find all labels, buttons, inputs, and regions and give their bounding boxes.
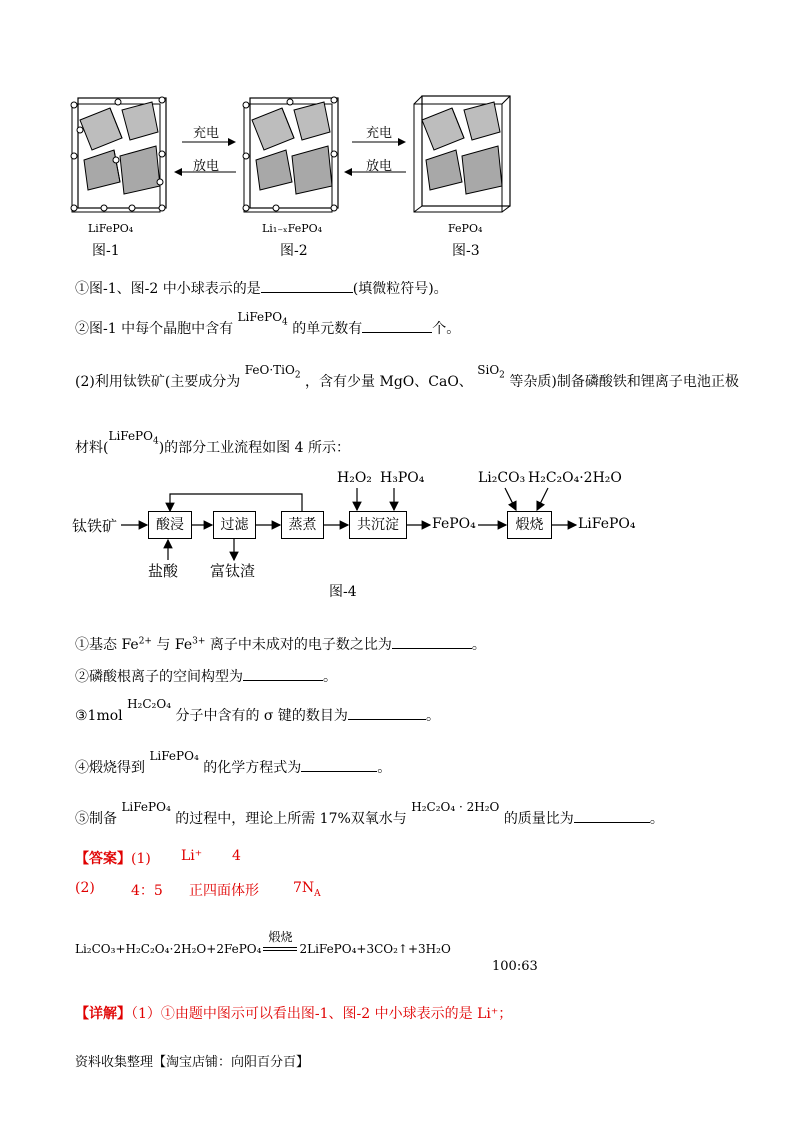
q1-item1 — [75, 278, 448, 298]
flow-product-fepo4: FePO₄ — [432, 516, 476, 532]
q3-item3-a: ③1mol — [75, 708, 123, 724]
detail-line — [75, 1003, 512, 1023]
flow-start-label: 钛铁矿 — [72, 517, 118, 535]
q3-item4-formula: LiFePO₄ — [149, 749, 199, 763]
q3-item5-a: ⑤制备 — [75, 811, 117, 827]
fig2-label: 图-2 — [280, 243, 308, 259]
fig3-formula: FePO₄ — [448, 222, 483, 235]
q3-item1-b: 与 Fe — [156, 637, 193, 653]
flow-reagent-h2o2: H₂O₂ — [337, 470, 372, 486]
q3-item3-formula: H₂C₂O₄ — [127, 697, 172, 711]
flow-box-steam: 蒸煮 — [281, 511, 324, 539]
q3-item2 — [75, 666, 337, 686]
q1-item1-text: ①图-1、图-2 中小球表示的是 — [75, 281, 261, 297]
detail-tag: 【详解】 — [75, 1006, 131, 1022]
q1-item2-tail: 个。 — [432, 321, 461, 337]
q3-item1-a: ①基态 Fe — [75, 637, 139, 653]
flow-product-lifepo4: LiFePO₄ — [578, 516, 636, 532]
q2-formula-lifepo4: LiFePO$_4$ — [108, 429, 159, 447]
answer-part1-label: (1) — [131, 851, 151, 867]
q3-item1-blank — [392, 634, 472, 649]
q2-intro-text-d1: 材料( — [75, 440, 109, 456]
q3-item5-formula2: H₂C₂O₄ · 2H₂O — [411, 800, 500, 814]
q3-item1 — [75, 634, 486, 654]
fig2-formula: Li₁₋ₓFePO₄ — [262, 222, 323, 235]
crystal-figures — [60, 90, 530, 220]
flow-box-calcine: 煅烧 — [507, 511, 552, 539]
q3-item3-blank — [348, 705, 426, 720]
answer-line1 — [75, 848, 151, 868]
equation-condition — [263, 928, 297, 951]
answer-equation — [75, 928, 451, 956]
flow-box-filter: 过滤 — [213, 511, 256, 539]
q3-item1-c: 离子中未成对的电子数之比为 — [209, 637, 392, 653]
flow-input-acid: 盐酸 — [148, 562, 179, 580]
arrow1-charge-label: 充电 — [193, 126, 220, 141]
q1-item2-pre: ②图-1 中每个晶胞中含有 — [75, 321, 234, 337]
flow-reagent-h3po4: H₃PO₄ — [380, 470, 425, 486]
q3-item2-text: ②磷酸根离子的空间构型为 — [75, 669, 243, 685]
q3-item5-blank — [574, 808, 650, 823]
q2-formula-feotio2: FeO·TiO$_2$ — [244, 363, 301, 381]
answer-a3: 4：5 — [131, 883, 163, 899]
flow-reagent-oxalic: H₂C₂O₄·2H₂O — [528, 470, 622, 486]
answer-a2: 4 — [232, 848, 241, 864]
q3-item3-b: 分子中含有的 σ 键的数目为 — [175, 708, 348, 724]
arrow1-discharge-label: 放电 — [193, 159, 220, 174]
q3-item1-tail: 。 — [471, 637, 486, 653]
answer-tag: 【答案】 — [75, 851, 131, 867]
equation-right: 2LiFePO₄+3CO₂↑+3H₂O — [299, 942, 451, 956]
q3-item4 — [75, 749, 392, 777]
q2-intro-text-a: (2)利用钛铁矿(主要成分为 — [75, 374, 241, 390]
fig3-label: 图-3 — [452, 243, 480, 259]
fig1-label: 图-1 — [92, 243, 120, 259]
q1-item2-formula: LiFePO$_4$ — [237, 310, 288, 328]
footer-text: 资料收集整理【淘宝店铺：向阳百分百】 — [75, 1055, 310, 1070]
q3-item3-tail: 。 — [425, 708, 440, 724]
q3-item3 — [75, 697, 440, 725]
q1-item2-post: 的单元数有 — [292, 321, 363, 337]
fig1-formula: LiFePO₄ — [88, 222, 134, 235]
q2-formula-sio2: SiO$_2$ — [477, 363, 505, 381]
q1-item1-tail: (填微粒符号)。 — [352, 281, 448, 297]
flow-output-slag: 富钛渣 — [210, 562, 256, 580]
q2-intro-line1 — [75, 363, 739, 392]
q3-item5 — [75, 800, 664, 828]
q3-item2-blank — [243, 666, 323, 681]
q3-item5-c: 的质量比为 — [503, 811, 574, 827]
crystal-cell-1 — [71, 97, 166, 212]
q3-item4-blank — [301, 757, 377, 772]
q2-intro-text-c: 等杂质)制备磷酸铁和锂离子电池正极 — [509, 374, 739, 390]
detail-text: （1）①由题中图示可以看出图-1、图-2 中小球表示的是 Li⁺； — [131, 1006, 513, 1022]
crystal-cell-2 — [243, 97, 338, 212]
answer-a1: Li⁺ — [181, 848, 203, 864]
q3-item5-tail: 。 — [649, 811, 664, 827]
q1-item1-blank — [261, 278, 353, 293]
answer-ratio: 100:63 — [492, 959, 538, 974]
q3-item4-tail: 。 — [377, 760, 392, 776]
crystal-cell-3 — [414, 96, 510, 212]
q3-item2-tail: 。 — [323, 669, 337, 685]
answer-a5: $7N_A$ — [293, 880, 321, 899]
flow-box-coprecipitate: 共沉淀 — [349, 511, 407, 539]
q3-item5-formula: LiFePO₄ — [121, 800, 171, 814]
q3-item5-b: 的过程中，理论上所需 17%双氧水与 — [175, 811, 407, 827]
q2-intro-line2 — [75, 429, 350, 458]
answer-part2-label: (2) — [75, 880, 95, 896]
flow-box-acid-leach: 酸浸 — [148, 511, 192, 539]
q3-item1-sup2: 3+ — [192, 636, 206, 647]
q2-intro-text-b: ，含有少量 MgO、CaO、 — [305, 374, 473, 390]
arrow2-charge-label: 充电 — [366, 126, 393, 141]
q2-intro-text-d2: )的部分工业流程如图 4 所示： — [158, 440, 350, 456]
answer-a4: 正四面体形 — [189, 883, 259, 899]
q1-item2-blank — [362, 318, 432, 333]
q1-item2 — [75, 310, 461, 339]
q3-item1-sup1: 2+ — [138, 636, 152, 647]
arrow2-discharge-label: 放电 — [366, 159, 393, 174]
equation-condition-text: 煅烧 — [268, 930, 293, 944]
equation-left: Li₂CO₃+H₂C₂O₄⋅2H₂O+2FePO₄ — [75, 942, 262, 956]
q3-item4-b: 的化学方程式为 — [203, 760, 302, 776]
q3-item4-a: ④煅烧得到 — [75, 760, 145, 776]
flow-reagent-li2co3: Li₂CO₃ — [478, 470, 526, 486]
flow-caption: 图-4 — [329, 584, 357, 600]
